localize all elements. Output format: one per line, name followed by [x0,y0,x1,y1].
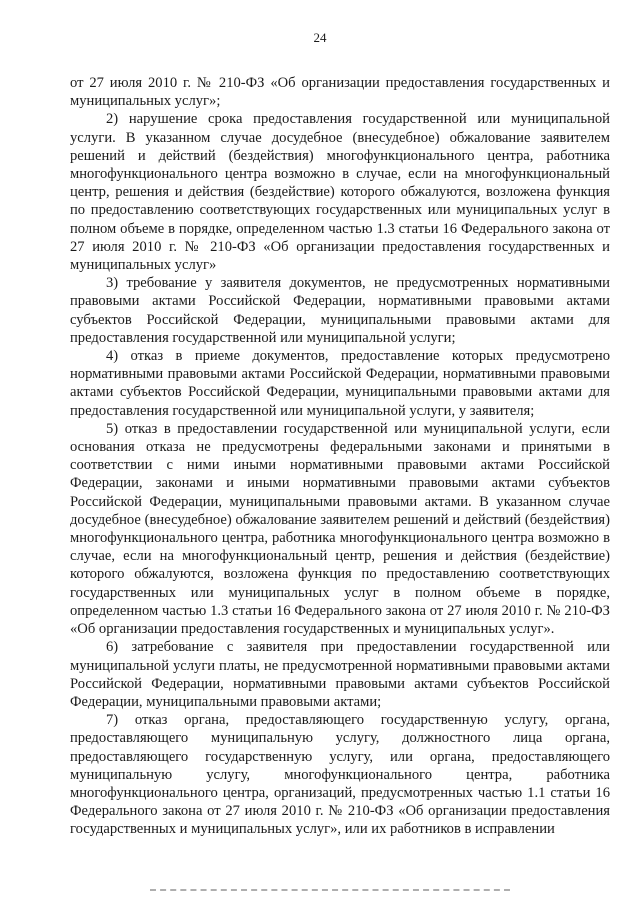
paragraph-item-7: 7) отказ органа, предоставляющего государственную услугу, органа, предоставляющего муниципальную услугу, должностного лица органа, предоставляющего государственную услугу, или органа, предоставляющего муниципальную услугу, многофункционального центра, работника многофункционального центра, организаций, предусмотренных частью 1.1 статьи 16 Федерального закона от 27 июля 2010 г. № 210-ФЗ «Об организации предоставления государственных и муниципальных услуг», или их работников в исправлении [70,712,610,838]
document-body [70,74,610,839]
paragraph-item-6: 6) затребование с заявителя при предоставлении государственной или муниципальной услуги платы, не предусмотренной нормативными правовыми актами Российской Федерации, нормативными правовыми актами субъектов Российской Федерации, муниципальными правовыми актами; [70,639,610,710]
paragraph-item-2: 2) нарушение срока предоставления государственной или муниципальной услуги. В указанном случае досудебное (внесудебное) обжалование заявителем решений и действий (бездействия) многофункционального центра, работника многофункционального центра возможно в случае, если на многофункциональный центр, решения и действия (бездействие) которого обжалуются, возложена функция по предоставлению соответствующих государственных или муниципальных услуг в полном объеме в порядке, определенном частью 1.3 статьи 16 Федерального закона от 27 июля 2010 г. № 210-ФЗ «Об организации предоставления государственных и муниципальных услуг» [70,111,610,274]
page-number: 24 [313,30,327,45]
paragraph-item-5: 5) отказ в предоставлении государственной или муниципальной услуги, если основания отказа не предусмотрены федеральными законами и принятыми в соответствии с ними иными нормативными правовыми актами Российской Федерации, законами и иными нормативными правовыми актами субъектов Российской Федерации, муниципальными правовыми актами. В указанном случае досудебное (внесудебное) обжалование заявителем решений и действий (бездействия) многофункционального центра, работника многофункционального центра возможно в случае, если на многофункциональный центр, решения и действия (бездействие) которого обжалуются, возложена функция по предоставлению соответствующих государственных или муниципальных услуг в полном объеме в порядке, определенном частью 1.3 статьи 16 Федерального закона от 27 июля 2010 г. № 210-ФЗ «Об организации предоставления государственных и муниципальных услуг». [70,420,610,638]
scan-edge-mark [150,889,510,891]
paragraph-continuation: от 27 июля 2010 г. № 210-ФЗ «Об организации предоставления государственных и муниципальных услуг»; [70,75,610,110]
paragraph-item-4: 4) отказ в приеме документов, предоставление которых предусмотрено нормативными правовыми актами Российской Федерации, нормативными правовыми актами субъектов Российской Федерации, муниципальными правовыми актами для предоставления государственной или муниципальной услуги, у заявителя; [70,348,610,419]
paragraph-item-3: 3) требование у заявителя документов, не предусмотренных нормативными правовыми актами Российской Федерации, нормативными правовыми актами субъектов Российской Федерации, муниципальными правовыми актами для предоставления государственной или муниципальной услуги; [70,275,610,346]
